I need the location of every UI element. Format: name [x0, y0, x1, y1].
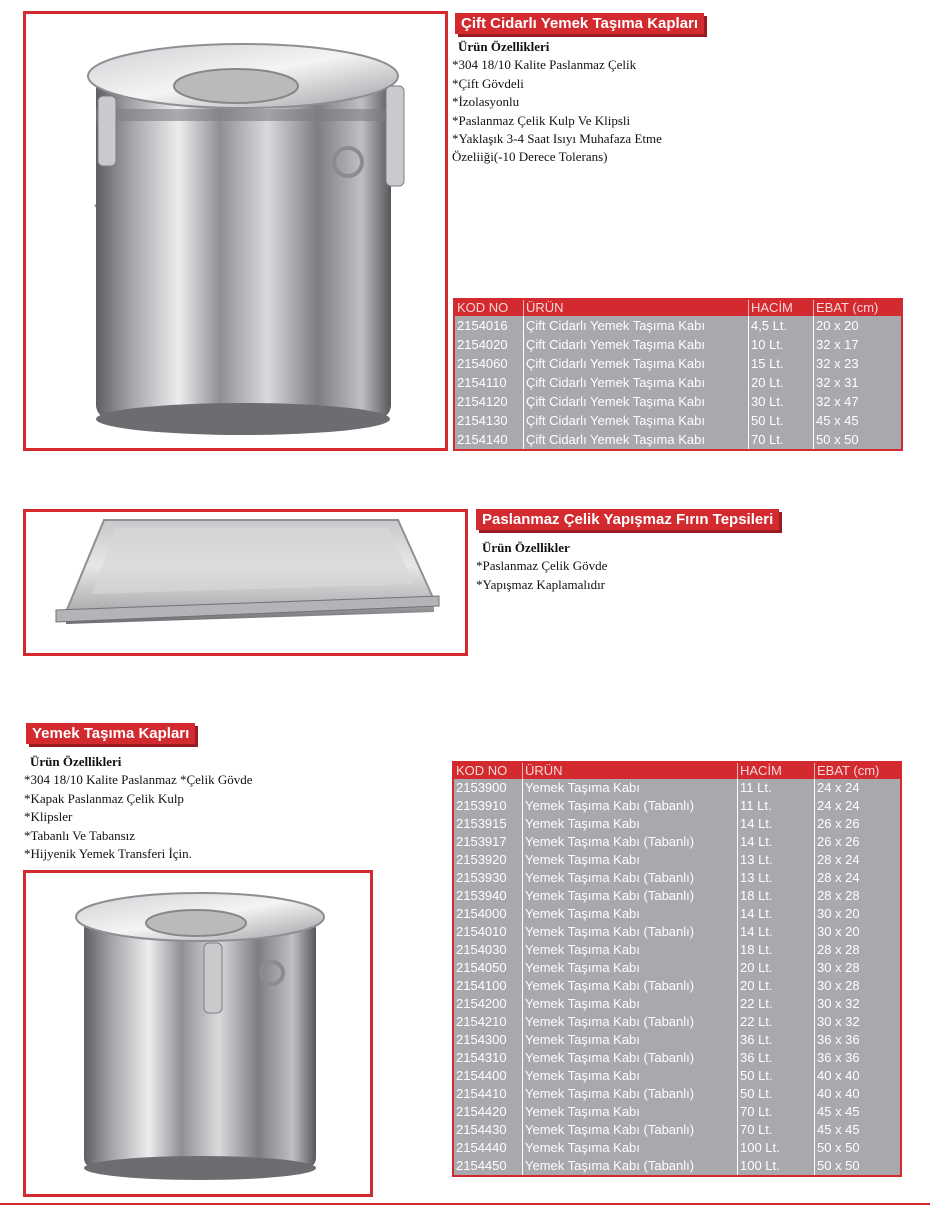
- table-row: [454, 430, 902, 450]
- cell-size: 50 x 50: [817, 1158, 860, 1173]
- cell-product: Yemek Taşıma Kabı: [523, 959, 738, 977]
- cell-product: Yemek Taşıma Kabı (Tabanlı): [523, 1049, 738, 1067]
- cell-code: 2153940: [453, 887, 523, 905]
- feature-item: *İzolasyonlu: [452, 94, 520, 110]
- cell-size: 30 x 32: [817, 1014, 860, 1029]
- table-row: [453, 1085, 901, 1103]
- cell-volume: 30 Lt.: [749, 392, 814, 411]
- cell-product: Yemek Taşıma Kabı: [523, 1031, 738, 1049]
- cell-product: Yemek Taşıma Kabı (Tabanlı): [523, 1013, 738, 1031]
- cell-volume: 50 Lt.: [749, 411, 814, 430]
- cell-size: 28 x 28: [817, 942, 860, 957]
- cell-volume: 36 Lt.: [738, 1031, 815, 1049]
- cell-code: 2154130: [454, 411, 524, 430]
- cell-product: Yemek Taşıma Kabı (Tabanlı): [523, 1157, 738, 1176]
- cell-volume: 20 Lt.: [749, 373, 814, 392]
- cell-code: 2154410: [453, 1085, 523, 1103]
- cell-product: Çift Cidarlı Yemek Taşıma Kabı: [524, 373, 749, 392]
- product-image-frame-3: [23, 870, 373, 1197]
- cell-code: 2154120: [454, 392, 524, 411]
- cell-product: Yemek Taşıma Kabı (Tabanlı): [523, 887, 738, 905]
- product-table-double-wall: [453, 298, 903, 451]
- table-row: [453, 851, 901, 869]
- cell-volume: 50 Lt.: [738, 1067, 815, 1085]
- cell-code: 2154300: [453, 1031, 523, 1049]
- col-header-product: ÜRÜN: [523, 762, 738, 779]
- features-heading: Ürün Özellikleri: [30, 754, 122, 769]
- cell-volume: 13 Lt.: [738, 851, 815, 869]
- cell-size: 28 x 24: [817, 870, 860, 885]
- cell-product: Yemek Taşıma Kabı: [523, 941, 738, 959]
- cell-volume: 70 Lt.: [738, 1121, 815, 1139]
- table-row: [453, 1103, 901, 1121]
- table-row: [454, 373, 902, 392]
- cell-volume: 22 Lt.: [738, 1013, 815, 1031]
- table-row: [453, 869, 901, 887]
- cell-size: 32 x 17: [816, 337, 859, 352]
- feature-item: *304 18/10 Kalite Paslanmaz *Çelik Gövde: [24, 772, 253, 788]
- table-row: [453, 779, 901, 797]
- cell-code: 2153917: [453, 833, 523, 851]
- cell-product: Yemek Taşıma Kabı (Tabanlı): [523, 797, 738, 815]
- cell-size: 50 x 50: [816, 432, 859, 447]
- table-header-row: [453, 762, 901, 779]
- cell-code: 2154010: [453, 923, 523, 941]
- table-row: [453, 995, 901, 1013]
- cell-size: 28 x 24: [817, 852, 860, 867]
- table-row: [453, 1049, 901, 1067]
- col-header-volume: HACİM: [738, 762, 815, 779]
- cell-volume: 15 Lt.: [749, 354, 814, 373]
- cell-code: 2154430: [453, 1121, 523, 1139]
- cell-volume: 50 Lt.: [738, 1085, 815, 1103]
- cell-volume: 100 Lt.: [738, 1139, 815, 1157]
- cell-size: 40 x 40: [817, 1068, 860, 1083]
- cell-volume: 100 Lt.: [738, 1157, 815, 1176]
- cell-volume: 18 Lt.: [738, 887, 815, 905]
- cell-product: Çift Cidarlı Yemek Taşıma Kabı: [524, 316, 749, 335]
- table-header-row: [454, 299, 902, 316]
- cell-volume: 14 Lt.: [738, 833, 815, 851]
- cell-code: 2153900: [453, 779, 523, 797]
- cell-product: Yemek Taşıma Kabı: [523, 815, 738, 833]
- table-row: [453, 905, 901, 923]
- cell-volume: 10 Lt.: [749, 335, 814, 354]
- col-header-size: EBAT (cm): [815, 762, 902, 779]
- product-table-food-carrier: [452, 761, 902, 1177]
- baking-tray-image: [26, 512, 465, 653]
- cell-size: 26 x 26: [817, 816, 860, 831]
- cell-volume: 70 Lt.: [749, 430, 814, 450]
- features-heading: Ürün Özellikleri: [458, 39, 550, 54]
- cell-size: 45 x 45: [817, 1122, 860, 1137]
- cell-product: Yemek Taşıma Kabı: [523, 851, 738, 869]
- table-row: [454, 335, 902, 354]
- cell-code: 2154050: [453, 959, 523, 977]
- table-row: [453, 1031, 901, 1049]
- cell-volume: 36 Lt.: [738, 1049, 815, 1067]
- cell-size: 36 x 36: [817, 1050, 860, 1065]
- cell-size: 45 x 45: [817, 1104, 860, 1119]
- features-food-carrier: [24, 753, 253, 863]
- cell-size: 40 x 40: [817, 1086, 860, 1101]
- features-baking-tray: [476, 539, 607, 594]
- cell-product: Yemek Taşıma Kabı (Tabanlı): [523, 833, 738, 851]
- cell-volume: 14 Lt.: [738, 905, 815, 923]
- cell-code: 2153915: [453, 815, 523, 833]
- table-row: [453, 833, 901, 851]
- cell-volume: 70 Lt.: [738, 1103, 815, 1121]
- features-heading: Ürün Özellikler: [482, 540, 570, 555]
- cell-code: 2154110: [454, 373, 524, 392]
- cell-code: 2154400: [453, 1067, 523, 1085]
- col-header-size: EBAT (cm): [814, 299, 903, 316]
- cell-volume: 18 Lt.: [738, 941, 815, 959]
- feature-item: *Çift Gövdeli: [452, 75, 524, 91]
- cell-product: Çift Cidarlı Yemek Taşıma Kabı: [524, 335, 749, 354]
- cell-code: 2154000: [453, 905, 523, 923]
- cell-volume: 22 Lt.: [738, 995, 815, 1013]
- cell-code: 2154310: [453, 1049, 523, 1067]
- table-body: [453, 779, 901, 1176]
- cell-size: 32 x 47: [816, 394, 859, 409]
- cell-size: 20 x 20: [816, 318, 859, 333]
- table-row: [454, 411, 902, 430]
- table-row: [454, 392, 902, 411]
- cell-code: 2154450: [453, 1157, 523, 1176]
- food-carrier-image: [26, 873, 370, 1194]
- table-row: [454, 316, 902, 335]
- cell-volume: 13 Lt.: [738, 869, 815, 887]
- cell-size: 30 x 20: [817, 906, 860, 921]
- feature-item: *Kapak Paslanmaz Çelik Kulp: [24, 790, 184, 806]
- page-bottom-rule: [0, 1203, 930, 1205]
- cell-product: Yemek Taşıma Kabı: [523, 1139, 738, 1157]
- cell-size: 32 x 31: [816, 375, 859, 390]
- table-row: [453, 815, 901, 833]
- cell-size: 24 x 24: [817, 798, 860, 813]
- cell-product: Yemek Taşıma Kabı: [523, 905, 738, 923]
- product-image-frame-1: [23, 11, 448, 451]
- product-image-frame-2: [23, 509, 468, 656]
- col-header-product: ÜRÜN: [524, 299, 749, 316]
- section-title-food-carrier: Yemek Taşıma Kapları: [26, 723, 195, 744]
- cell-product: Yemek Taşıma Kabı (Tabanlı): [523, 1121, 738, 1139]
- table-row: [453, 923, 901, 941]
- cell-product: Çift Cidarlı Yemek Taşıma Kabı: [524, 411, 749, 430]
- table-row: [453, 977, 901, 995]
- table-row: [453, 887, 901, 905]
- table-row: [453, 1139, 901, 1157]
- feature-item: *Hijyenik Yemek Transferi İçin.: [24, 846, 192, 862]
- cell-code: 2154200: [453, 995, 523, 1013]
- cell-product: Yemek Taşıma Kabı (Tabanlı): [523, 869, 738, 887]
- col-header-code: KOD NO: [453, 762, 523, 779]
- table-body: [454, 316, 902, 450]
- cell-product: Çift Cidarlı Yemek Taşıma Kabı: [524, 354, 749, 373]
- col-header-code: KOD NO: [454, 299, 524, 316]
- table-row: [453, 1157, 901, 1176]
- cell-product: Çift Cidarlı Yemek Taşıma Kabı: [524, 392, 749, 411]
- cell-code: 2153930: [453, 869, 523, 887]
- feature-item: *304 18/10 Kalite Paslanmaz Çelik: [452, 57, 637, 73]
- features-double-wall: [452, 38, 662, 167]
- feature-item: *Tabanlı Ve Tabansız: [24, 827, 136, 843]
- feature-item: *Paslanmaz Çelik Kulp Ve Klipsli: [452, 112, 631, 128]
- cell-code: 2154210: [453, 1013, 523, 1031]
- cell-size: 24 x 24: [817, 780, 860, 795]
- cell-product: Yemek Taşıma Kabı: [523, 779, 738, 797]
- cell-volume: 14 Lt.: [738, 923, 815, 941]
- cell-product: Yemek Taşıma Kabı (Tabanlı): [523, 923, 738, 941]
- section-title-double-wall: Çift Cidarlı Yemek Taşıma Kapları: [455, 13, 704, 34]
- section-title-baking-tray: Paslanmaz Çelik Yapışmaz Fırın Tepsileri: [476, 509, 779, 530]
- cell-code: 2154100: [453, 977, 523, 995]
- cell-size: 45 x 45: [816, 413, 859, 428]
- cell-product: Yemek Taşıma Kabı: [523, 1067, 738, 1085]
- feature-item: Özeliiği(-10 Derece Tolerans): [452, 149, 608, 165]
- feature-item: *Yapışmaz Kaplamalıdır: [476, 576, 606, 592]
- table-row: [453, 1067, 901, 1085]
- cell-code: 2154030: [453, 941, 523, 959]
- col-header-volume: HACİM: [749, 299, 814, 316]
- cell-volume: 20 Lt.: [738, 977, 815, 995]
- cell-code: 2153920: [453, 851, 523, 869]
- cell-code: 2154060: [454, 354, 524, 373]
- cell-code: 2153910: [453, 797, 523, 815]
- cell-product: Yemek Taşıma Kabı (Tabanlı): [523, 977, 738, 995]
- cell-size: 50 x 50: [817, 1140, 860, 1155]
- cell-code: 2154016: [454, 316, 524, 335]
- cell-size: 30 x 28: [817, 960, 860, 975]
- cell-code: 2154440: [453, 1139, 523, 1157]
- cell-product: Yemek Taşıma Kabı: [523, 1103, 738, 1121]
- cell-size: 36 x 36: [817, 1032, 860, 1047]
- cell-volume: 4,5 Lt.: [749, 316, 814, 335]
- cell-volume: 11 Lt.: [738, 779, 815, 797]
- table-row: [453, 797, 901, 815]
- cell-size: 28 x 28: [817, 888, 860, 903]
- feature-item: *Klipsler: [24, 809, 73, 825]
- cell-volume: 11 Lt.: [738, 797, 815, 815]
- table-row: [453, 959, 901, 977]
- cell-product: Yemek Taşıma Kabı (Tabanlı): [523, 1085, 738, 1103]
- table-row: [453, 941, 901, 959]
- feature-item: *Paslanmaz Çelik Gövde: [476, 558, 608, 574]
- cell-volume: 20 Lt.: [738, 959, 815, 977]
- cell-code: 2154420: [453, 1103, 523, 1121]
- cell-size: 32 x 23: [816, 356, 859, 371]
- feature-item: *Yaklaşık 3-4 Saat Isıyı Muhafaza Etme: [452, 131, 662, 147]
- double-wall-container-image: [26, 14, 445, 448]
- cell-product: Çift Cidarlı Yemek Taşıma Kabı: [524, 430, 749, 450]
- cell-size: 26 x 26: [817, 834, 860, 849]
- cell-product: Yemek Taşıma Kabı: [523, 995, 738, 1013]
- cell-size: 30 x 20: [817, 924, 860, 939]
- cell-code: 2154140: [454, 430, 524, 450]
- cell-size: 30 x 32: [817, 996, 860, 1011]
- table-row: [453, 1121, 901, 1139]
- cell-code: 2154020: [454, 335, 524, 354]
- table-row: [453, 1013, 901, 1031]
- cell-size: 30 x 28: [817, 978, 860, 993]
- table-row: [454, 354, 902, 373]
- cell-volume: 14 Lt.: [738, 815, 815, 833]
